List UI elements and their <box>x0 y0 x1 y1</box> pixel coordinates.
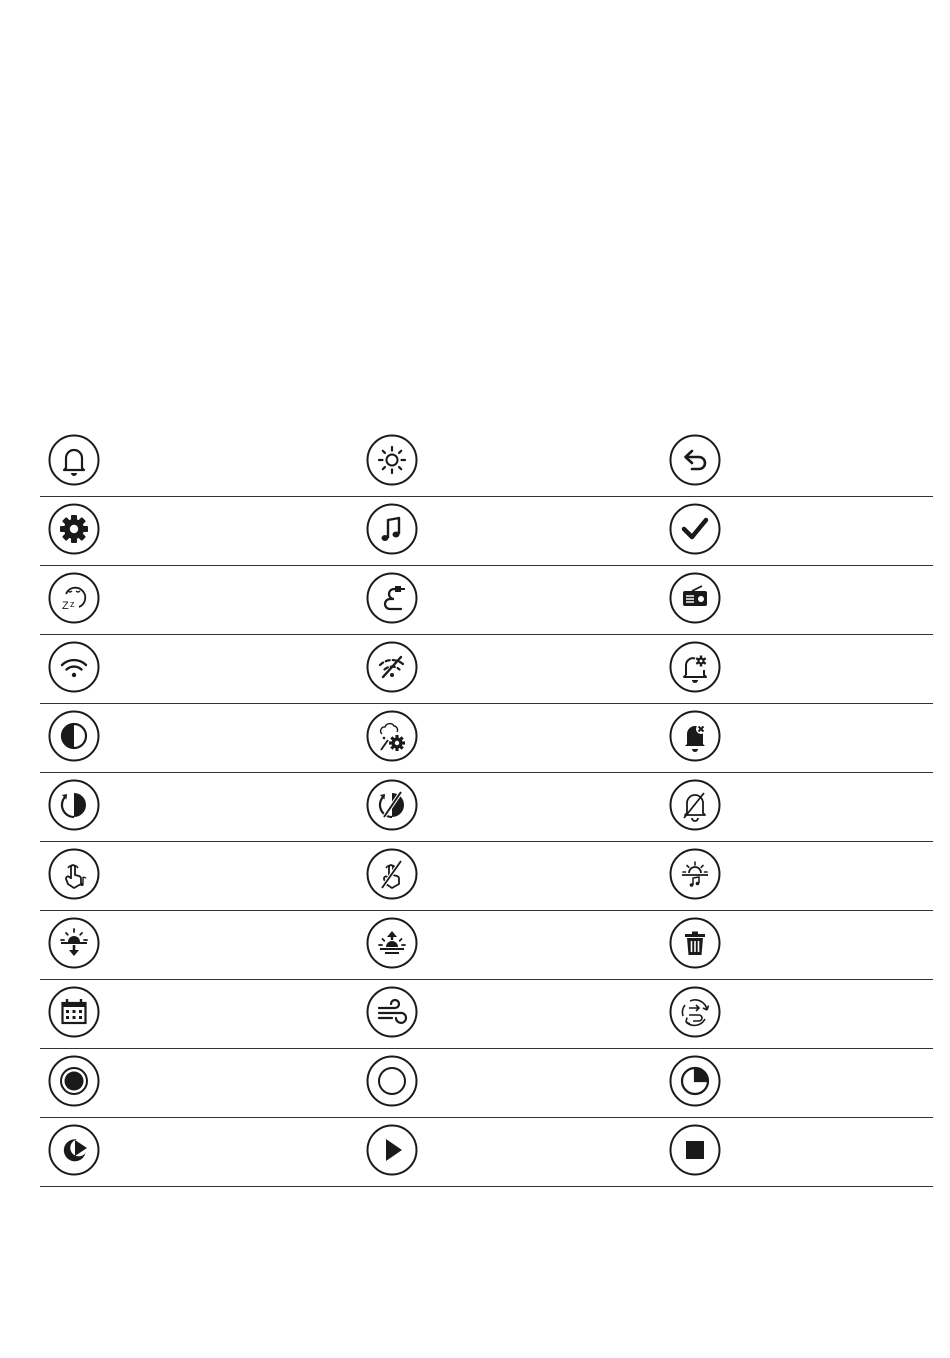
shuffle-cycle-icon-graphic <box>667 984 723 1040</box>
sunrise-music-icon-graphic <box>667 846 723 902</box>
auto-dim-icon-graphic <box>46 777 102 833</box>
settings-gear-icon <box>46 501 102 557</box>
wifi-icon <box>46 639 102 695</box>
audio-cable-icon-graphic <box>364 570 420 626</box>
play-icon <box>364 1122 420 1178</box>
wifi-off-icon-graphic <box>364 639 420 695</box>
table-row <box>40 496 933 566</box>
audio-cable-icon <box>364 570 420 626</box>
alarm-settings-icon <box>667 639 723 695</box>
icon-ring <box>671 643 720 692</box>
sunrise-icon <box>364 915 420 971</box>
table-row <box>40 427 933 497</box>
tap-sound-icon <box>46 846 102 902</box>
table-row <box>40 565 933 635</box>
settings-gear-icon-glyph <box>60 515 88 543</box>
icon-ring <box>368 1057 417 1106</box>
sunset-icon <box>46 915 102 971</box>
stop-icon <box>667 1122 723 1178</box>
checkmark-icon <box>667 501 723 557</box>
icon-ring <box>671 850 720 899</box>
icon-ring <box>671 505 720 554</box>
timer-pie-icon <box>667 1053 723 1109</box>
icon-ring <box>50 1126 99 1175</box>
checkmark-icon-graphic <box>667 501 723 557</box>
stop-icon-graphic <box>667 1122 723 1178</box>
table-row <box>40 1117 933 1187</box>
contrast-icon-graphic <box>46 708 102 764</box>
sunrise-music-icon <box>667 846 723 902</box>
wifi-icon-graphic <box>46 639 102 695</box>
table-row <box>40 772 933 842</box>
sleep-play-icon <box>46 1122 102 1178</box>
trash-icon-graphic <box>667 915 723 971</box>
back-arrow-icon <box>667 432 723 488</box>
icon-ring <box>671 436 720 485</box>
calendar-icon-graphic <box>46 984 102 1040</box>
calendar-icon <box>46 984 102 1040</box>
trash-icon <box>667 915 723 971</box>
radio-unselected-icon <box>364 1053 420 1109</box>
radio-selected-icon <box>46 1053 102 1109</box>
alarm-off-icon <box>667 777 723 833</box>
icon-ring <box>671 988 720 1037</box>
sunset-icon-graphic <box>46 915 102 971</box>
brightness-icon <box>364 432 420 488</box>
back-arrow-icon-graphic <box>667 432 723 488</box>
tap-sound-icon-graphic <box>46 846 102 902</box>
icon-ring <box>368 436 417 485</box>
sunrise-icon-graphic <box>364 915 420 971</box>
table-row <box>40 979 933 1049</box>
play-icon-graphic <box>364 1122 420 1178</box>
brightness-icon-graphic <box>364 432 420 488</box>
icon-ring <box>368 712 417 761</box>
bell-icon <box>46 432 102 488</box>
sound-settings-icon <box>364 708 420 764</box>
sound-settings-icon-graphic <box>364 708 420 764</box>
table-row <box>40 703 933 773</box>
timer-pie-icon-graphic <box>667 1053 723 1109</box>
tap-sound-off-icon-graphic <box>364 846 420 902</box>
alarm-settings-icon-graphic <box>667 639 723 695</box>
table-row <box>40 841 933 911</box>
radio-icon-graphic <box>667 570 723 626</box>
auto-dim-off-icon <box>364 777 420 833</box>
music-note-icon-graphic <box>364 501 420 557</box>
tap-sound-off-icon <box>364 846 420 902</box>
radio-icon <box>667 570 723 626</box>
auto-dim-icon <box>46 777 102 833</box>
wind-icon-graphic <box>364 984 420 1040</box>
sleep-face-icon <box>46 570 102 626</box>
radio-selected-icon-glyph <box>61 1068 87 1094</box>
sleep-play-icon-graphic <box>46 1122 102 1178</box>
wifi-off-icon <box>364 639 420 695</box>
auto-dim-off-icon-graphic <box>364 777 420 833</box>
radio-unselected-icon-graphic <box>364 1053 420 1109</box>
bell-icon-graphic <box>46 432 102 488</box>
settings-gear-icon-graphic <box>46 501 102 557</box>
sleep-face-icon-graphic <box>46 570 102 626</box>
music-note-icon <box>364 501 420 557</box>
wind-icon <box>364 984 420 1040</box>
icon-ring <box>50 574 99 623</box>
stop-icon-glyph <box>686 1141 704 1159</box>
table-row <box>40 910 933 980</box>
shuffle-cycle-icon <box>667 984 723 1040</box>
alarm-cancel-icon <box>667 708 723 764</box>
alarm-cancel-icon-graphic <box>667 708 723 764</box>
contrast-icon <box>46 708 102 764</box>
icon-ring <box>368 505 417 554</box>
icon-ring <box>50 850 99 899</box>
icon-ring <box>50 436 99 485</box>
table-row <box>40 1048 933 1118</box>
table-row <box>40 634 933 704</box>
radio-selected-icon-graphic <box>46 1053 102 1109</box>
alarm-off-icon-graphic <box>667 777 723 833</box>
